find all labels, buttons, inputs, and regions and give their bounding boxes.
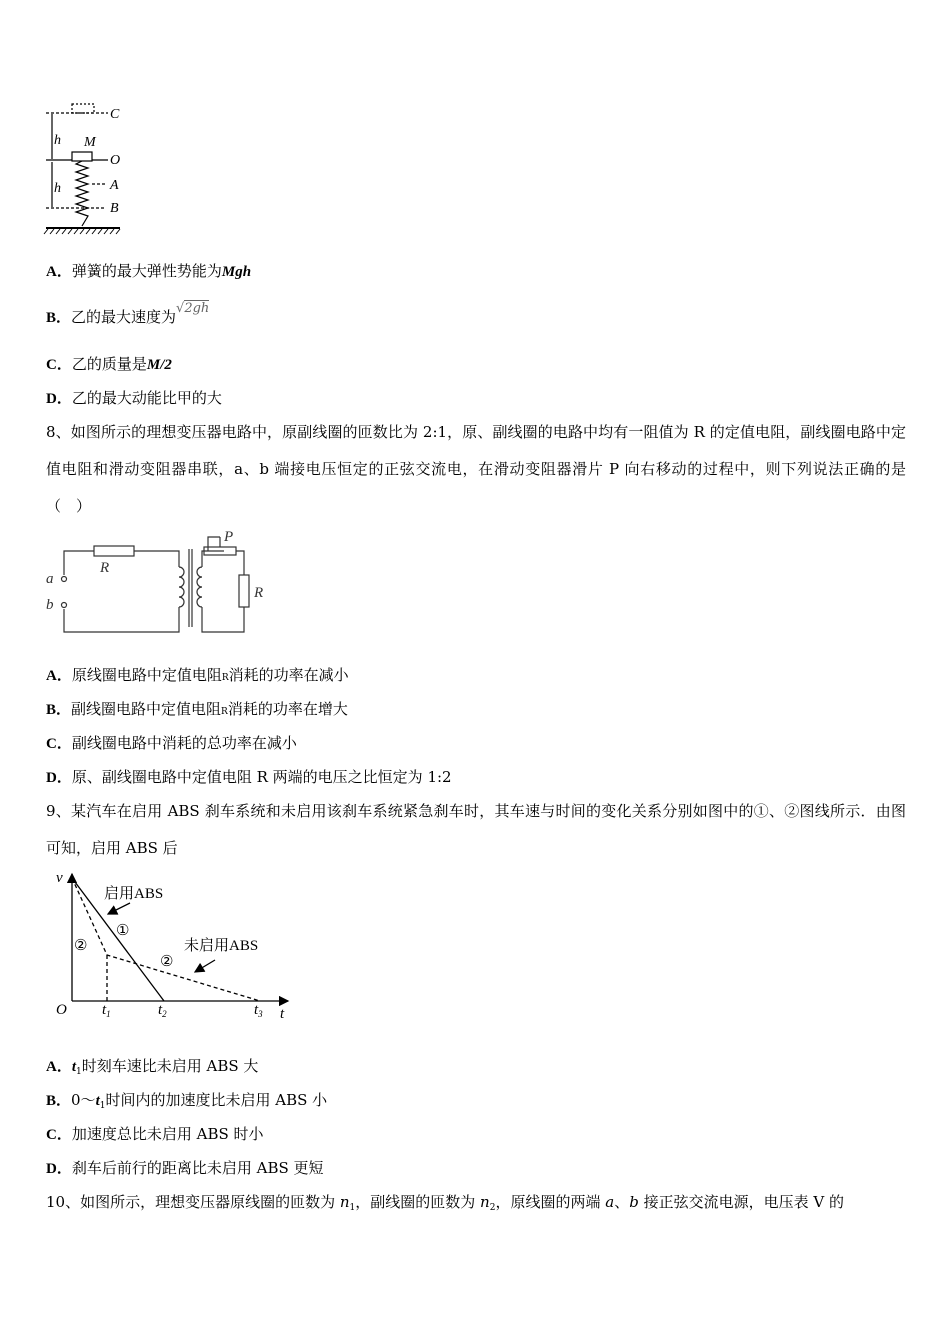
q7-option-c: C．乙的质量是M/2	[46, 355, 172, 373]
fig-label-p: P	[224, 529, 234, 545]
label-abs: 启用ABS	[104, 886, 164, 902]
axis-origin: O	[56, 1002, 67, 1018]
label-m: M	[84, 135, 96, 150]
q9-option-a: A．$t_1$时刻车速比未启用 ABS 大	[46, 1057, 259, 1077]
q9-stem: 9、某汽车在启用 ABS 刹车系统和未启用该刹车系统紧急刹车时，其车速与时间的变化关系分别如图中的①、②图线所示．由图可知，启用 ABS 后	[46, 802, 906, 857]
fig-label-b: b	[46, 597, 54, 613]
q7-option-a: A．弹簧的最大弹性势能为Mgh	[46, 262, 252, 280]
fig-label-r1: R	[100, 560, 110, 576]
label-b: B	[110, 201, 119, 216]
q8-option-b: B．副线圈电路中定值电阻R消耗的功率在增大	[46, 700, 348, 718]
fig-label-a: a	[46, 571, 54, 587]
label-no-abs: 未启用ABS	[184, 938, 259, 954]
tick-t3: $t_3$	[254, 1002, 263, 1019]
tick-t1: $t_1$	[102, 1002, 111, 1019]
label-h1: h	[54, 133, 61, 148]
q8-option-c: C．副线圈电路中消耗的总功率在减小	[46, 734, 297, 752]
fig-label-r2: R	[254, 585, 264, 601]
axis-t: t	[280, 1006, 285, 1022]
transformer-figure	[44, 527, 274, 639]
q10-stem: 10、如图所示，理想变压器原线圈的匝数为 $n_1$，副线圈的匝数为 $n_2$，原线圈的两端 a、b 接正弦交流电源，电压表 V 的	[46, 1193, 844, 1213]
q8-stem: 8、如图所示的理想变压器电路中，原副线圈的匝数比为 2:1，原、副线圈的电路中均有一阻值为 R 的定值电阻，副线圈电路中定值电阻和滑动变阻器串联，a、b 端接电压恒定的正弦交流电，在滑动变阻器滑片 P 向右移动的过程中，则下列说法正确的是（ ）	[46, 423, 906, 515]
q9-option-b: B．$0\sim t_1$时间内的加速度比未启用 ABS 小	[46, 1091, 328, 1111]
q8-option-a: A．原线圈电路中定值电阻R消耗的功率在减小	[46, 666, 349, 684]
q9-option-c: C．加速度总比未启用 ABS 时小	[46, 1125, 264, 1143]
spring-figure	[40, 100, 140, 240]
label-o: O	[110, 153, 121, 168]
mark-2-left: ②	[74, 938, 88, 954]
abs-chart	[50, 868, 300, 1023]
label-c: C	[110, 107, 120, 122]
q8-option-d: D．原、副线圈电路中定值电阻 R 两端的电压之比恒定为 1:2	[46, 768, 452, 786]
axis-v: v	[56, 870, 63, 886]
mark-2-right: ②	[160, 954, 174, 970]
label-h2: h	[54, 181, 61, 196]
mark-1: ①	[116, 923, 130, 939]
label-a: A	[110, 178, 119, 193]
q7-option-d: D．乙的最大动能比甲的大	[46, 389, 222, 407]
q7-option-b: B．乙的最大速度为√2gh	[46, 301, 210, 326]
tick-t2: $t_2$	[158, 1002, 167, 1019]
q9-option-d: D．刹车后前行的距离比未启用 ABS 更短	[46, 1159, 324, 1177]
